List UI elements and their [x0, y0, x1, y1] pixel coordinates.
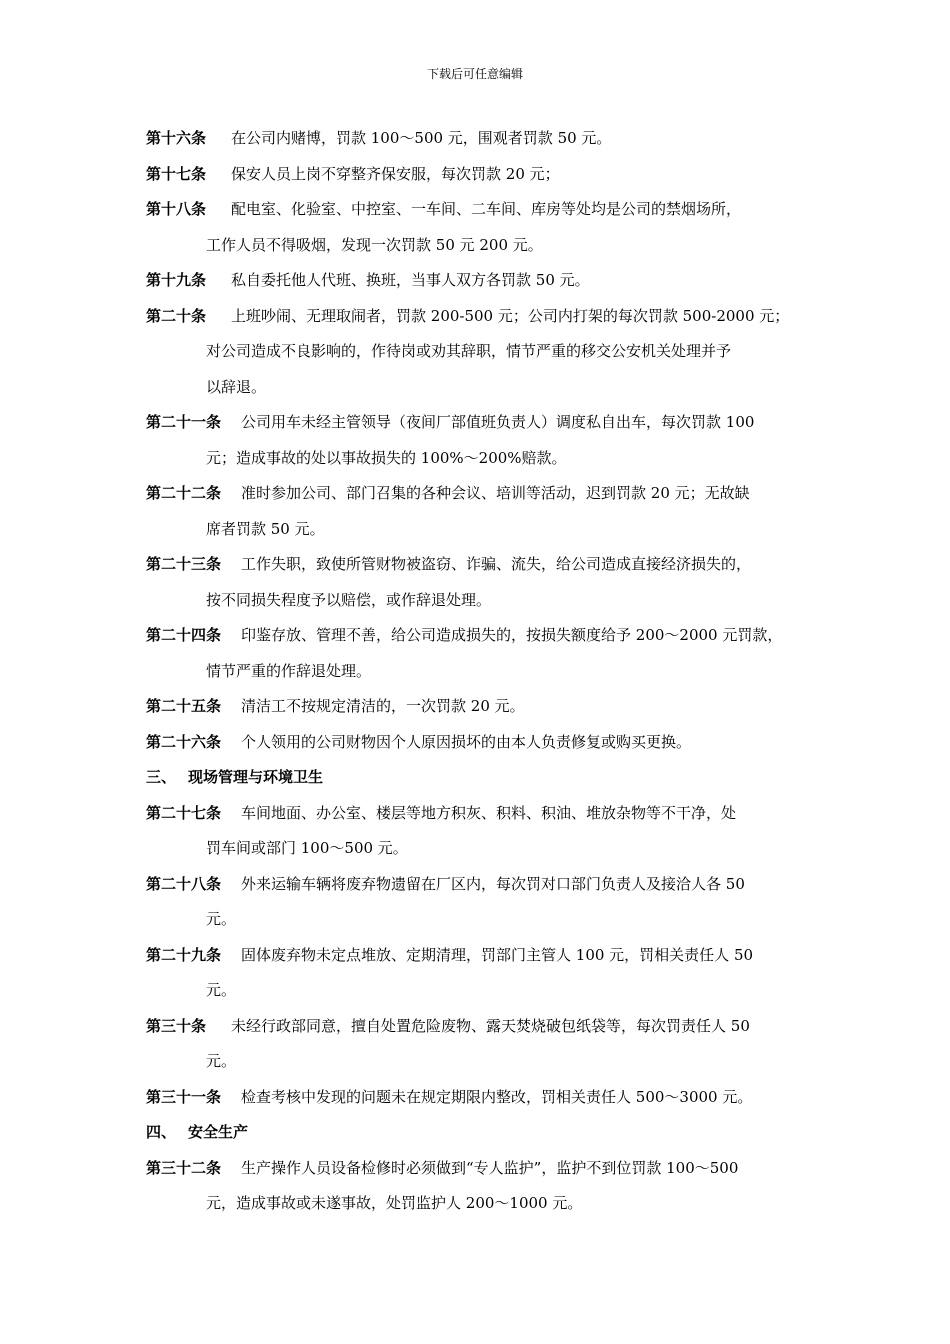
- article: [146, 263, 818, 299]
- article: [146, 618, 818, 689]
- section-number: 三、: [146, 768, 177, 786]
- section-heading: [146, 760, 818, 796]
- article-number: 第二十二条: [146, 484, 222, 502]
- article: [146, 121, 818, 157]
- article-text-continued: 按不同损失程度予以赔偿，或作辞退处理。: [206, 590, 492, 609]
- article-text: 上班吵闹、无理取闹者，罚款 200-500 元；公司内打架的每次罚款 500-2000 元；: [231, 306, 790, 325]
- article-text: 印鉴存放、管理不善，给公司造成损失的，按损失额度给予 200～2000 元罚款，: [241, 626, 783, 644]
- article-number: 第十七条: [146, 164, 207, 183]
- article-text-continued: 元，造成事故或未遂事故，处罚监护人 200～1000 元。: [206, 1194, 583, 1212]
- article: [146, 299, 818, 406]
- article-text: 在公司内赌博，罚款 100～500 元，围观者罚款 50 元。: [231, 129, 612, 147]
- article-number: 第二十条: [146, 306, 207, 325]
- article-text: 配电室、化验室、中控室、一车间、二车间、库房等处均是公司的禁烟场所，: [231, 200, 742, 218]
- article-number: 第二十四条: [146, 626, 222, 644]
- article-number: 第十八条: [146, 200, 207, 218]
- article: [146, 1151, 818, 1222]
- article: [146, 867, 818, 938]
- article-text: 车间地面、办公室、楼层等地方积灰、积料、积油、堆放杂物等不干净，处: [241, 803, 737, 822]
- article: [146, 1080, 818, 1116]
- article: [146, 689, 818, 725]
- article-number: 第二十六条: [146, 732, 222, 751]
- article-text-continued: 工作人员不得吸烟，发现一次罚款 50 元 200 元。: [206, 235, 543, 254]
- article-text-continued: 以辞退。: [206, 377, 267, 396]
- article-text-continued: 席者罚款 50 元。: [206, 519, 325, 538]
- article-number: 第三十一条: [146, 1087, 222, 1106]
- article-text: 私自委托他人代班、换班，当事人双方各罚款 50 元。: [231, 271, 590, 289]
- article-text-continued: 对公司造成不良影响的，作待岗或劝其辞职，情节严重的移交公安机关处理并予: [206, 342, 732, 360]
- article-text-continued: 元；造成事故的处以事故损失的 100%～200%赔款。: [206, 448, 567, 467]
- article: [146, 1009, 818, 1080]
- article-text: 外来运输车辆将废弃物遗留在厂区内，每次罚对口部门负责人及接洽人各 50: [241, 874, 745, 893]
- article: [146, 476, 818, 547]
- article-text-continued: 元。: [206, 910, 237, 928]
- page-header: 下载后可任意编辑: [426, 67, 523, 81]
- article-text: 个人领用的公司财物因个人原因损坏的由本人负责修复或购买更换。: [241, 732, 692, 751]
- section-title: 安全生产: [188, 1123, 249, 1141]
- article-text: 固体废弃物未定点堆放、定期清理，罚部门主管人 100 元，罚相关责任人 50: [241, 945, 754, 964]
- article-number: 第二十五条: [146, 697, 222, 715]
- article: [146, 192, 818, 263]
- section-heading: [146, 1115, 818, 1151]
- article-number: 第十九条: [146, 271, 207, 289]
- article-text: 生产操作人员设备检修时必须做到“专人监护”，监护不到位罚款 100～500: [241, 1158, 739, 1177]
- article: [146, 157, 818, 193]
- article-text-continued: 罚车间或部门 100～500 元。: [206, 839, 408, 857]
- article-number: 第十六条: [146, 129, 207, 147]
- article-text: 保安人员上岗不穿整齐保安服，每次罚款 20 元；: [231, 164, 560, 183]
- article: [146, 796, 818, 867]
- article-number: 第三十二条: [146, 1158, 222, 1177]
- section-title: 现场管理与环境卫生: [188, 768, 324, 786]
- document-body: [146, 121, 818, 1222]
- article-text-continued: 元。: [206, 1052, 237, 1070]
- article: [146, 405, 818, 476]
- article-number: 第二十三条: [146, 555, 222, 573]
- section-number: 四、: [146, 1123, 177, 1141]
- article-text: 清洁工不按规定清洁的，一次罚款 20 元。: [241, 697, 525, 715]
- article-number: 第二十八条: [146, 874, 222, 893]
- article-text: 准时参加公司、部门召集的各种会议、培训等活动，迟到罚款 20 元；无故缺: [241, 484, 750, 502]
- article-text: 工作失职，致使所管财物被盗窃、诈骗、流失，给公司造成直接经济损失的，: [241, 555, 752, 573]
- article-number: 第三十条: [146, 1016, 207, 1035]
- article-number: 第二十一条: [146, 413, 222, 431]
- article-text: 检查考核中发现的问题未在规定期限内整改，罚相关责任人 500～3000 元。: [241, 1087, 753, 1106]
- article-text-continued: 元。: [206, 981, 237, 999]
- article-text: 公司用车未经主管领导（夜间厂部值班负责人）调度私自出车，每次罚款 100: [241, 413, 755, 431]
- article-text: 未经行政部同意，擅自处置危险废物、露天焚烧破包纸袋等，每次罚责任人 50: [231, 1016, 750, 1035]
- article: [146, 547, 818, 618]
- article-number: 第二十七条: [146, 803, 222, 822]
- article: [146, 725, 818, 761]
- article-text-continued: 情节严重的作辞退处理。: [206, 661, 372, 680]
- article-number: 第二十九条: [146, 945, 222, 964]
- article: [146, 938, 818, 1009]
